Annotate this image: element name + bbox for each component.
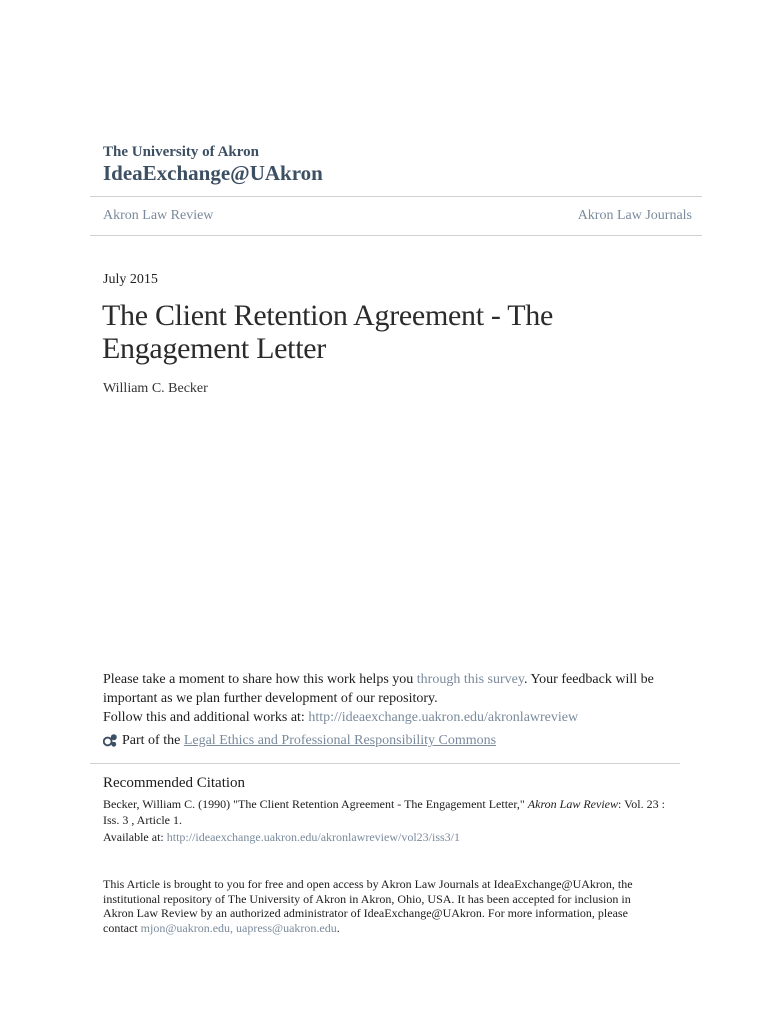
contact-email-links[interactable]: mjon@uakron.edu, uapress@uakron.edu xyxy=(140,920,337,935)
available-url-link[interactable]: http://ideaexchange.uakron.edu/akronlawreview/vol23/iss3/1 xyxy=(166,830,460,844)
citation-text-before: Becker, William C. (1990) "The Client Retention Agreement - The Engagement Letter," xyxy=(103,797,528,811)
commons-line xyxy=(103,731,496,750)
series-link-akron-law-review[interactable]: Akron Law Review xyxy=(103,208,214,223)
survey-prompt xyxy=(103,670,673,708)
follow-url-link[interactable]: http://ideaexchange.uakron.edu/akronlawreview xyxy=(308,710,579,725)
repository-name[interactable]: IdeaExchange@UAkron xyxy=(103,161,323,185)
citation-text xyxy=(103,796,673,828)
commons-discipline-link[interactable]: Legal Ethics and Professional Responsibility Commons xyxy=(183,733,497,748)
survey-prefix: Please take a moment to share how this work helps you xyxy=(103,672,417,687)
available-label: Available at: xyxy=(103,830,167,844)
publication-date: July 2015 xyxy=(103,272,158,287)
series-link-akron-law-journals[interactable]: Akron Law Journals xyxy=(577,208,692,223)
citation-divider xyxy=(90,763,680,764)
notice-text: This Article is brought to you for free and open access by Akron Law Journals at IdeaExchange@UAkron, the institutional repository of The University of Akron in Akron, Ohio, USA. It has been accepted for inclusion in Akron Law Review by an authorized administrator of IdeaExchange@UAkron. For more information, please contact xyxy=(103,877,633,935)
survey-suffix: . Your feedback will be important as we plan further development of our repository. xyxy=(103,672,654,706)
article-title: The Client Retention Agreement - The Engagement Letter xyxy=(102,299,554,365)
header-divider-top xyxy=(90,196,702,197)
citation-journal: Akron Law Review xyxy=(527,797,619,811)
commons-network-icon xyxy=(103,733,118,748)
citation-heading: Recommended Citation xyxy=(103,775,246,791)
header-divider-bottom xyxy=(90,235,702,236)
citation-text-after: : Vol. 23 : Iss. 3 , Article 1. xyxy=(103,797,665,827)
citation-available-line xyxy=(103,829,460,845)
article-author: William C. Becker xyxy=(103,381,208,396)
open-access-notice xyxy=(103,877,663,935)
notice-end: . xyxy=(336,920,340,935)
follow-label: Follow this and additional works at: xyxy=(103,710,309,725)
institution-name: The University of Akron xyxy=(103,144,259,160)
survey-link[interactable]: through this survey xyxy=(416,672,524,687)
commons-prefix: Part of the xyxy=(122,733,181,748)
follow-line xyxy=(103,708,578,727)
